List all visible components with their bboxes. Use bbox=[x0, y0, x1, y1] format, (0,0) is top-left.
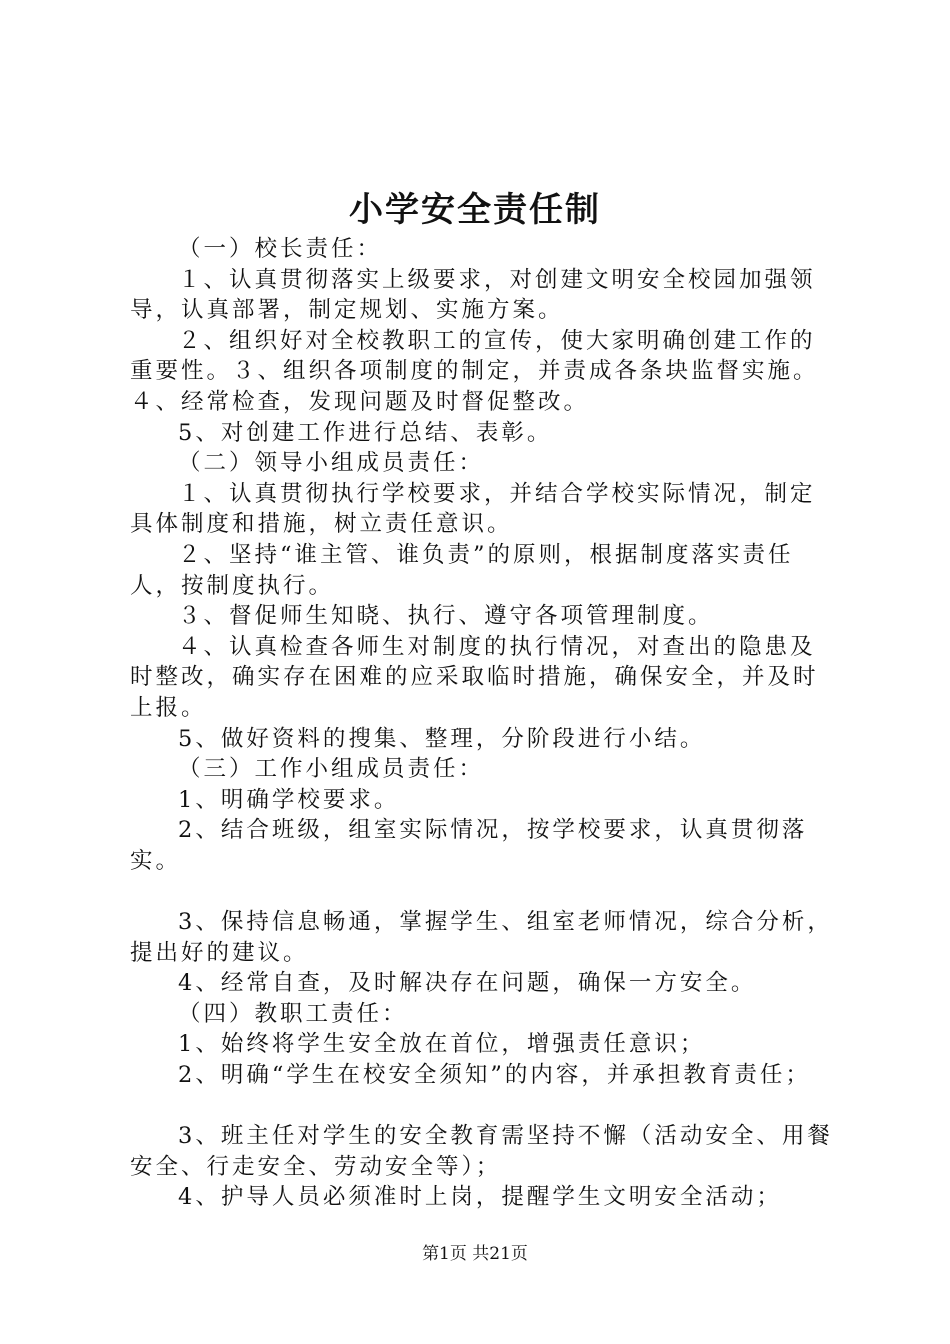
page-footer: 第1页 共21页 bbox=[422, 1244, 528, 1264]
paragraph: ４、经常检查，发现问题及时督促整改。 bbox=[130, 388, 590, 415]
page-title: 小学安全责任制 bbox=[349, 190, 601, 230]
paragraph: 5、对创建工作进行总结、表彰。 bbox=[178, 419, 553, 446]
paragraph: （四）教职工责任： bbox=[178, 1000, 408, 1027]
paragraph: １、认真贯彻落实上级要求，对创建文明安全校园加强领导，认真部署，制定规划、实施方案。 bbox=[130, 266, 816, 324]
paragraph: 4、经常自查，及时解决存在问题，确保一方安全。 bbox=[178, 970, 757, 997]
paragraph: ２、坚持“谁主管、谁负责”的原则，根据制度落实责任人，按制度执行。 bbox=[130, 541, 794, 599]
paragraph: 2、明确“学生在校安全须知”的内容，并承担教育责任； bbox=[178, 1062, 811, 1089]
paragraph: 2、结合班级，组室实际情况，按学校要求，认真贯彻落实。 bbox=[130, 817, 808, 874]
paragraph: 4、护导人员必须准时上岗，提醒学生文明安全活动； bbox=[178, 1184, 782, 1211]
paragraph: （二）领导小组成员责任： bbox=[178, 450, 485, 477]
paragraph: １、认真贯彻执行学校要求，并结合学校实际情况，制定具体制度和措施，树立责任意识。 bbox=[130, 480, 816, 538]
paragraph: ２、组织好对全校教职工的宣传，使大家明确创建工作的重要性。３、组织各项制度的制定，并责成各条块监督实施。 bbox=[130, 327, 819, 385]
paragraph bbox=[130, 876, 835, 907]
document-body bbox=[130, 234, 835, 1213]
paragraph: 3、班主任对学生的安全教育需坚持不懈（活动安全、用餐安全、行走安全、劳动安全等）； bbox=[130, 1123, 833, 1180]
paragraph: ４、认真检查各师生对制度的执行情况，对查出的隐患及时整改，确实存在困难的应采取临时措施，确保安全，并及时上报。 bbox=[130, 633, 819, 721]
paragraph: （一）校长责任： bbox=[178, 236, 383, 262]
paragraph: 3、保持信息畅通，掌握学生、组室老师情况，综合分析，提出好的建议。 bbox=[130, 909, 833, 966]
paragraph: 5、做好资料的搜集、整理，分阶段进行小结。 bbox=[178, 725, 706, 752]
paragraph: 1、始终将学生安全放在首位，增强责任意识； bbox=[178, 1031, 706, 1058]
paragraph: ３、督促师生知晓、执行、遵守各项管理制度。 bbox=[178, 603, 714, 630]
paragraph: （三）工作小组成员责任： bbox=[178, 756, 485, 783]
paragraph bbox=[130, 1091, 835, 1122]
paragraph: 1、明确学校要求。 bbox=[178, 786, 400, 813]
